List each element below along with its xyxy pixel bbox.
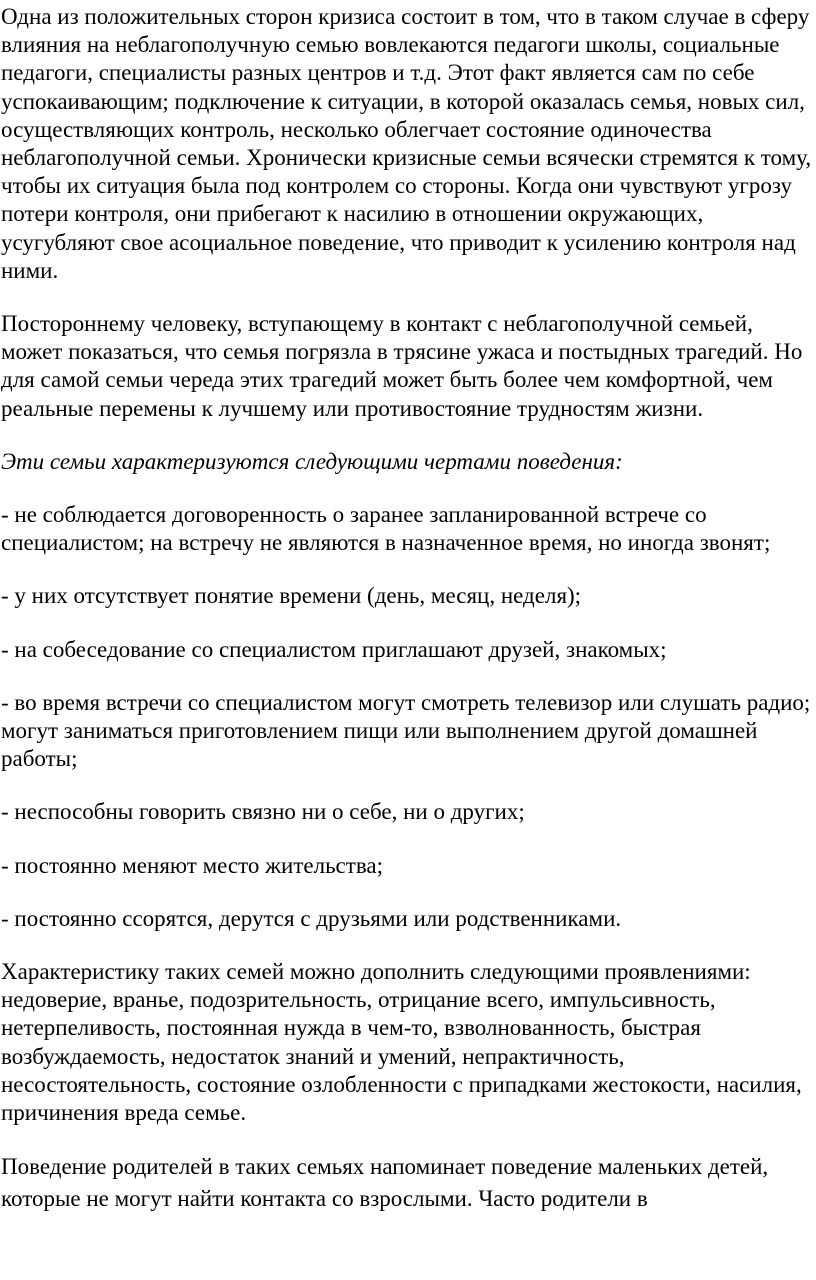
paragraph-outsider-view: Постороннему человеку, вступающему в контакт с неблагополучной семьей, может показаться, что семья погрязла в трясине ужаса и постыдных трагедий. Но для самой семьи череда этих трагедий может быть более чем комфортной, чем реальные перемены к лучшему или противостояние трудностям жизни.: [1, 311, 803, 421]
list-item: - на собеседование со специалистом приглашают друзей, знакомых;: [1, 636, 667, 662]
list-item: - у них отсутствует понятие времени (день, месяц, неделя);: [1, 583, 582, 609]
list-item: - постоянно меняют место жительства;: [1, 852, 383, 878]
paragraph-characteristics: Характеристику таких семей можно дополнить следующими проявлениями: недоверие, вранье, подозрительность, отрицание всего, импульсивность, нетерпеливость, постоянная нужда в чем-то, взволнованность, быстрая возбуждаемость, недостаток знаний и умений, непрактичность, несостоятельность, состояние озлобленности с припадками жестокости, насилия, причинения вреда семье.: [1, 959, 802, 1126]
list-item: - не соблюдается договоренность о заранее запланированной встрече со специалистом; на встречу не являются в назначенное время, но иногда звонят;: [1, 502, 771, 556]
list-item: - во время встречи со специалистом могут смотреть телевизор или слушать радио; могут заниматься приготовлением пищи или выполнением другой домашней работы;: [1, 689, 811, 772]
paragraph-crisis-positive: Одна из положительных сторон кризиса состоит в том, что в таком случае в сферу влияния на неблагополучную семью вовлекаются педагоги школы, социальные педагоги, специалисты разных центров и т.д. Этот факт является сам по себе успокаивающим; подключение к ситуации, в которой оказалась семья, новых сил, осуществляющих контроль, несколько облегчает состояние одиночества неблагополучной семьи. Хронически кризисные семьи всячески стремятся к тому, чтобы их ситуация была под контролем со стороны. Когда они чувствуют угрозу потери контроля, они прибегают к насилию в отношении окружающих, усугубляют свое асоциальное поведение, что приводит к усилению контроля над ними.: [1, 4, 812, 283]
list-item: - постоянно ссорятся, дерутся с друзьями или родственниками.: [1, 905, 622, 931]
behavior-traits-heading: Эти семьи характеризуются следующими чертами поведения:: [1, 448, 623, 474]
paragraph-parents-behavior: Поведение родителей в таких семьях напоминает поведение маленьких детей, которые не могут найти контакта со взрослыми. Часто родители в: [1, 1154, 769, 1212]
list-item: - неспособны говорить связно ни о себе, ни о других;: [1, 799, 525, 825]
